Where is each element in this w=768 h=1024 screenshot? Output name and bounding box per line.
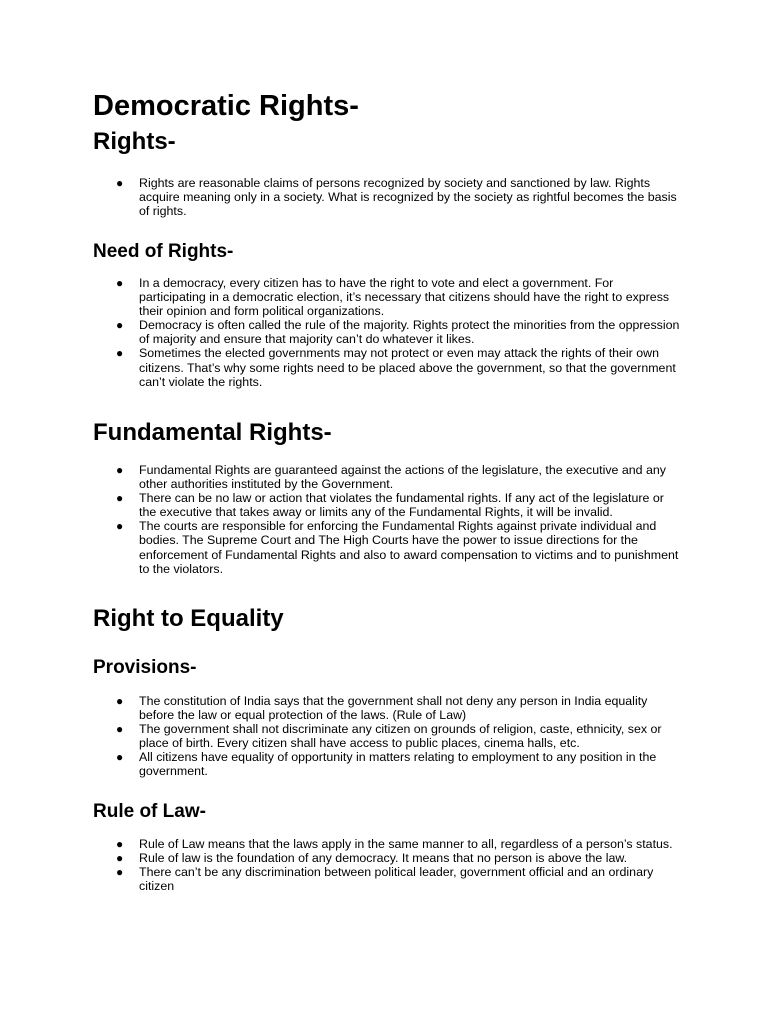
fundamental-rights-list	[93, 463, 683, 576]
bullet-icon: ●	[116, 750, 124, 765]
list-item-text: In a democracy, every citizen has to have the right to vote and elect a government. For participating in a democratic election, it’s necessary that citizens should have the right to express their opinion and form political organizations.	[139, 276, 670, 319]
list-item	[93, 176, 683, 218]
bullet-icon: ●	[116, 837, 124, 851]
bullet-icon: ●	[116, 318, 124, 333]
list-item	[93, 491, 683, 519]
need-of-rights-list	[93, 276, 683, 389]
list-item	[93, 694, 683, 722]
list-item-text: The government shall not discriminate any citizen on grounds of religion, caste, ethnicity, sex or place of birth. Every citizen shall have access to public places, cinema halls, etc.	[139, 722, 662, 751]
fundamental-rights-heading: Fundamental Rights-	[93, 419, 332, 446]
list-item-text: Fundamental Rights are guaranteed against the actions of the legislature, the executive and any other authorities instituted by the Government.	[139, 463, 666, 492]
bullet-icon: ●	[116, 722, 124, 737]
bullet-icon: ●	[116, 519, 124, 534]
bullet-icon: ●	[116, 851, 124, 866]
list-item	[93, 837, 683, 851]
need-of-rights-heading: Need of Rights-	[93, 241, 234, 262]
bullet-icon: ●	[116, 865, 124, 880]
rights-list	[93, 176, 683, 218]
bullet-icon: ●	[116, 463, 124, 477]
bullet-icon: ●	[116, 491, 124, 506]
bullet-icon: ●	[116, 276, 124, 290]
list-item-text: The constitution of India says that the government shall not deny any person in India equality before the law or equal protection of the laws. (Rule of Law)	[139, 694, 648, 723]
list-item-text: The courts are responsible for enforcing the Fundamental Rights against private individual and bodies. The Supreme Court and The High Courts have the power to issue directions for the enforcement of Fundamental Rights and also to award compensation to victims and to punishment to the violators.	[139, 519, 679, 576]
list-item-text: There can be no law or action that violates the fundamental rights. If any act of the legislature or the executive that takes away or limits any of the Fundamental Rights, it will be invalid.	[139, 491, 664, 520]
list-item-text: Rule of law is the foundation of any democracy. It means that no person is above the law.	[139, 851, 628, 866]
list-item	[93, 750, 683, 778]
rights-heading: Rights-	[93, 128, 176, 155]
rule-of-law-heading: Rule of Law-	[93, 801, 206, 822]
right-to-equality-heading: Right to Equality	[93, 605, 284, 632]
list-item-text: Democracy is often called the rule of the majority. Rights protect the minorities from the oppression of majority and ensure that majority can’t do whatever it likes.	[139, 318, 680, 347]
bullet-icon: ●	[116, 176, 124, 190]
list-item	[93, 463, 683, 491]
list-item	[93, 318, 683, 346]
rule-of-law-list	[93, 837, 683, 893]
list-item	[93, 865, 683, 893]
provisions-list	[93, 694, 683, 779]
page-title: Democratic Rights-	[93, 90, 359, 122]
bullet-icon: ●	[116, 346, 124, 361]
provisions-heading: Provisions-	[93, 657, 197, 678]
list-item-text: There can’t be any discrimination between political leader, government official and an ordinary citizen	[139, 865, 654, 894]
list-item	[93, 276, 683, 318]
list-item	[93, 851, 683, 865]
list-item-text: All citizens have equality of opportunity in matters relating to employment to any position in the government.	[139, 750, 657, 779]
list-item-text: Sometimes the elected governments may not protect or even may attack the rights of their own citizens. That’s why some rights need to be placed above the government, so that the government can’t violate the rights.	[139, 346, 676, 389]
bullet-icon: ●	[116, 694, 124, 708]
list-item	[93, 346, 683, 388]
list-item	[93, 519, 683, 575]
list-item	[93, 722, 683, 750]
list-item-text: Rule of Law means that the laws apply in the same manner to all, regardless of a person’s status.	[139, 837, 673, 851]
list-item-text: Rights are reasonable claims of persons recognized by society and sanctioned by law. Rights acquire meaning only in a society. What is recognized by the society as rightful becomes the basis of rights.	[139, 176, 677, 219]
